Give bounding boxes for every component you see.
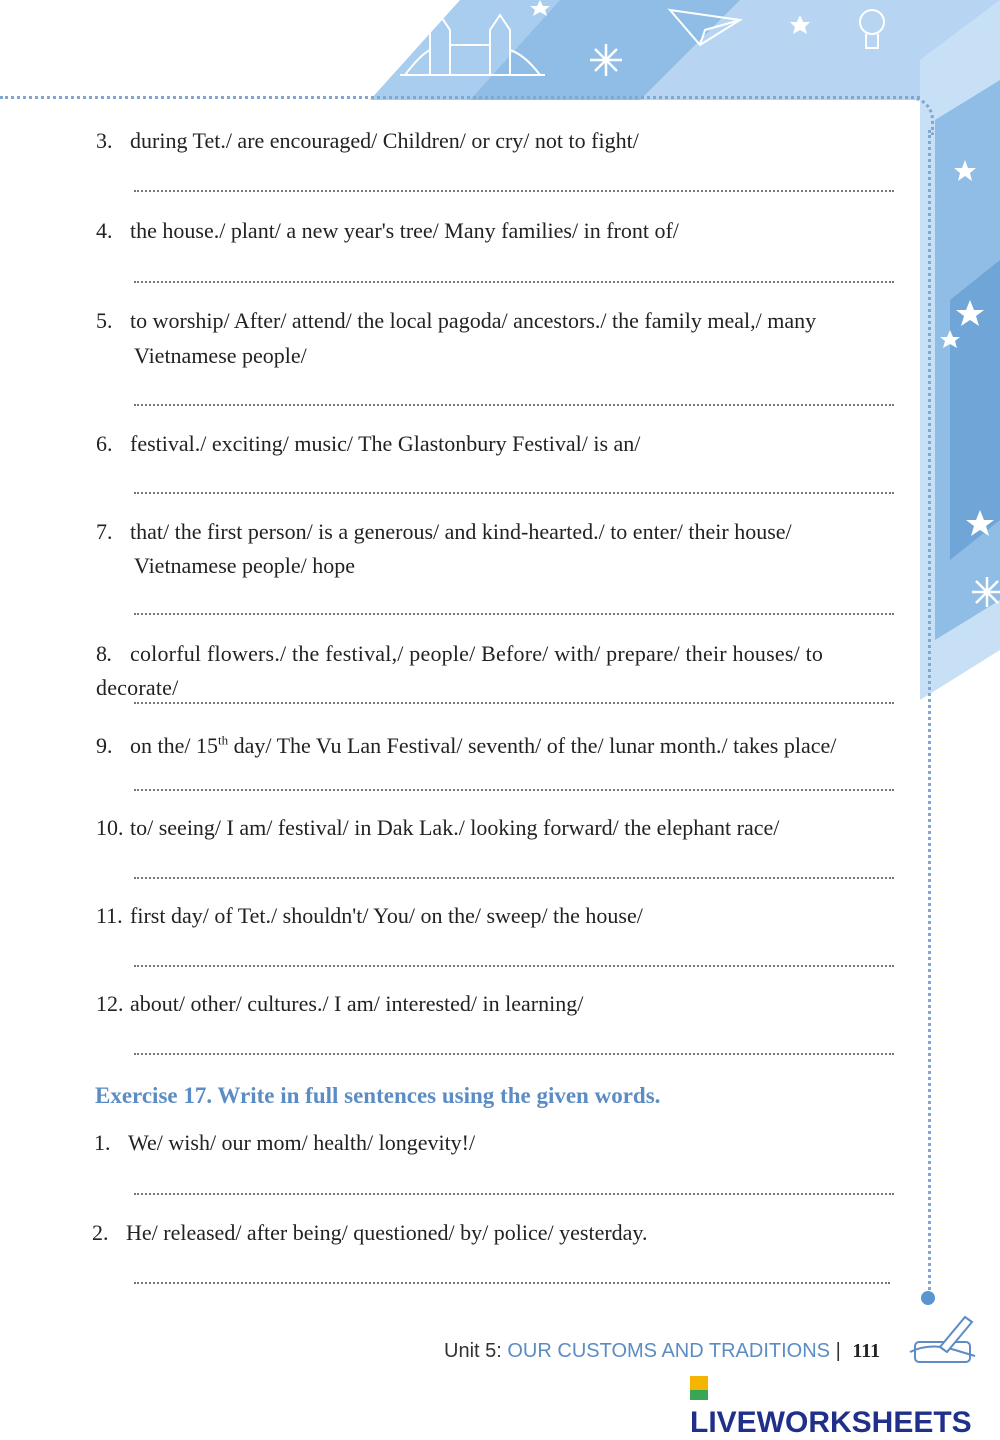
answer-line[interactable] xyxy=(134,188,894,192)
question-item xyxy=(96,124,904,158)
question-item xyxy=(96,899,904,933)
question-text: that/ the first person/ is a generous/ and kind-hearted./ to enter/ their house/ xyxy=(130,519,792,544)
question-text: festival./ exciting/ music/ The Glastonbury Festival/ is an/ xyxy=(130,431,641,456)
question-item xyxy=(96,987,904,1021)
pen-writing-icon xyxy=(900,1312,990,1372)
question-text: the house./ plant/ a new year's tree/ Many families/ in front of/ xyxy=(130,218,679,243)
answer-line[interactable] xyxy=(134,611,894,615)
question-item xyxy=(96,811,904,845)
question-text: He/ released/ after being/ questioned/ by/ police/ yesterday. xyxy=(126,1220,648,1245)
question-text: on the/ 15th day/ The Vu Lan Festival/ seventh/ of the/ lunar month./ takes place/ xyxy=(130,733,837,759)
liveworksheets-logo xyxy=(690,1372,990,1439)
question-number: 9. xyxy=(96,733,113,759)
question-item xyxy=(96,427,904,461)
exercise-title: Exercise 17. Write in full sentences using the given words. xyxy=(95,1083,661,1108)
frame-border-top xyxy=(0,96,920,99)
question-number: 2. xyxy=(92,1220,109,1245)
snowflake-icon xyxy=(972,577,1000,607)
question-item xyxy=(96,214,904,248)
question-number: 11. xyxy=(96,903,123,928)
unit-title: OUR CUSTOMS AND TRADITIONS xyxy=(507,1340,831,1362)
page-footer xyxy=(444,1340,880,1363)
question-number: 8. xyxy=(96,641,112,666)
question-number: 7. xyxy=(96,519,113,544)
frame-border-right xyxy=(928,130,931,1290)
frame-end-dot xyxy=(921,1291,935,1305)
question-text: first day/ of Tet./ shouldn't/ You/ on the/ sweep/ the house/ xyxy=(130,903,643,928)
answer-line[interactable] xyxy=(134,402,894,406)
answer-line[interactable] xyxy=(134,1051,894,1055)
question-text-continued: Vietnamese people/ xyxy=(134,343,307,368)
question-number: 6. xyxy=(96,431,113,456)
question-number: 12. xyxy=(96,991,124,1016)
answer-line[interactable] xyxy=(134,490,894,494)
question-item xyxy=(96,515,904,549)
question-number: 10. xyxy=(96,815,124,840)
answer-line[interactable] xyxy=(134,700,894,704)
unit-label: Unit 5: xyxy=(444,1340,502,1362)
question-number: 3. xyxy=(96,128,113,153)
answer-line[interactable] xyxy=(134,787,894,791)
page-number: 111 xyxy=(852,1340,881,1362)
footer-separator: | xyxy=(835,1340,841,1362)
logo-icon xyxy=(690,1376,708,1400)
question-text: to/ seeing/ I am/ festival/ in Dak Lak./ looking forward/ the elephant race/ xyxy=(130,815,780,840)
header-decoration xyxy=(0,0,1000,110)
question-number: 5. xyxy=(96,308,113,333)
question-text-continued: Vietnamese people/ hope xyxy=(134,553,356,578)
answer-line[interactable] xyxy=(134,279,894,283)
question-item xyxy=(96,304,904,338)
question-number: 1. xyxy=(94,1130,111,1155)
question-number: 4. xyxy=(96,218,113,243)
answer-line[interactable] xyxy=(134,875,894,879)
question-text: during Tet./ are encouraged/ Children/ or cry/ not to fight/ xyxy=(130,128,639,153)
question-item xyxy=(96,724,904,763)
question-item xyxy=(94,1126,902,1160)
answer-line[interactable] xyxy=(134,963,894,967)
question-text: We/ wish/ our mom/ health/ longevity!/ xyxy=(128,1130,476,1155)
brand-name: LIVEWORKSHEETS xyxy=(690,1406,972,1439)
question-text: about/ other/ cultures./ I am/ interested/ in learning/ xyxy=(130,991,584,1016)
question-item xyxy=(96,637,904,705)
question-text: colorful flowers./ the festival,/ people/ Before/ with/ prepare/ their houses/ to decorate/ xyxy=(96,641,824,700)
question-text: to worship/ After/ attend/ the local pagoda/ ancestors./ the family meal,/ many xyxy=(130,308,817,333)
answer-line[interactable] xyxy=(134,1191,894,1195)
question-item xyxy=(92,1216,900,1250)
answer-line[interactable] xyxy=(134,1280,890,1284)
